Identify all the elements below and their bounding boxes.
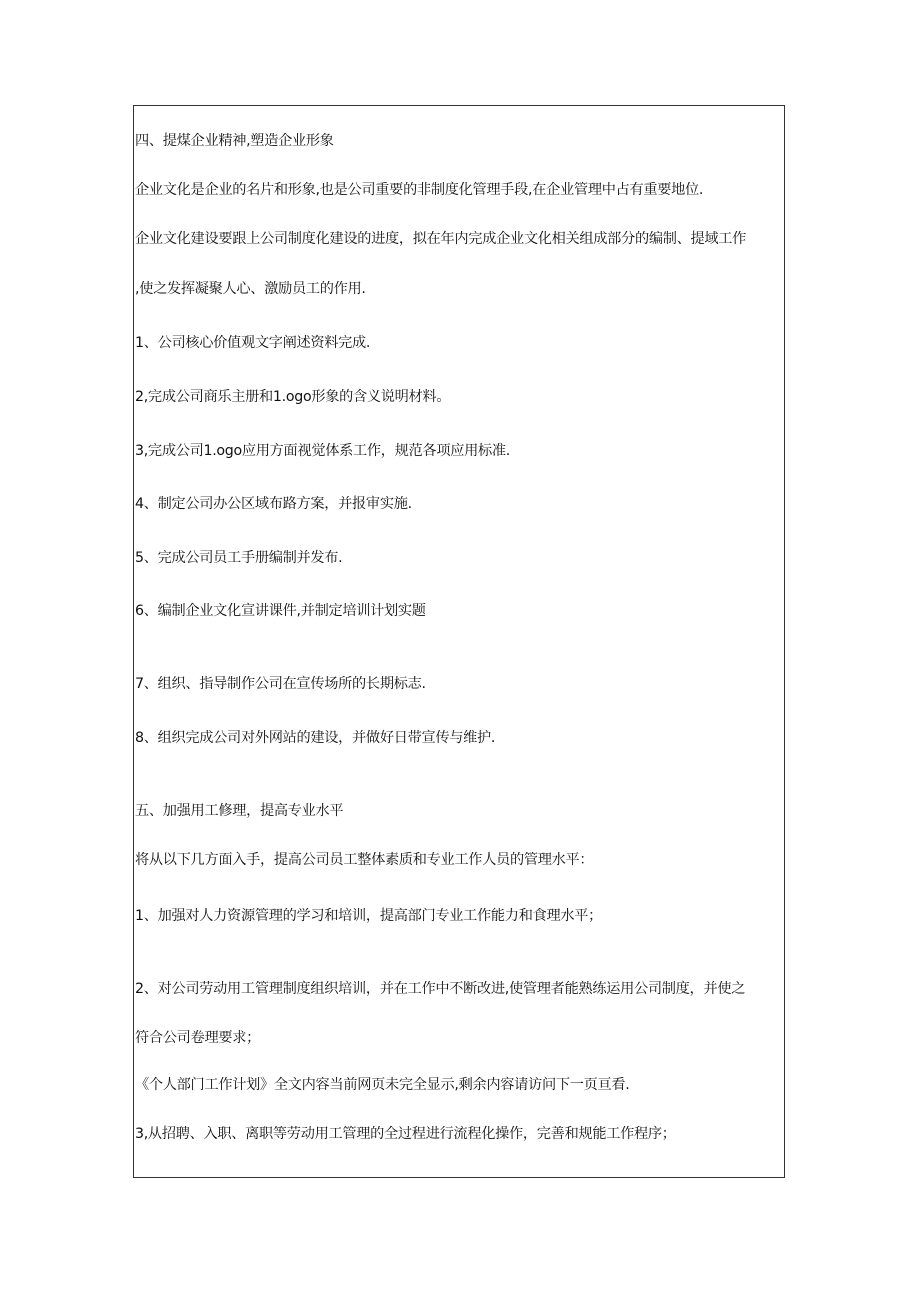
list-item-continuation: 符合公司卷理要求； bbox=[135, 1030, 260, 1046]
list-item: 5、完成公司员工手册编制并发布. bbox=[135, 550, 343, 566]
list-item: 7、组织、指导制作公司在宣传场所的长期标志. bbox=[135, 676, 426, 692]
section-heading-5: 五、加强用工修理，提高专业水平 bbox=[135, 803, 344, 819]
list-item: 1、加强对人力资源管理的学习和培训，提高部门专业工作能力和食理水平； bbox=[135, 908, 603, 924]
list-item: 2、对公司劳动用工管理制度组织培训，并在工作中不断改进,使管理者能熟练运用公司制度，并使之 bbox=[135, 981, 746, 997]
paragraph-continuation: ,使之发挥凝聚人心、激励员工的作用. bbox=[135, 281, 366, 297]
paragraph: 企业文化建设要跟上公司制度化建设的进度，拟在年内完成企业文化相关组成部分的编制、提域工作 bbox=[135, 231, 747, 247]
list-item: 6、编制企业文化宣讲课件,并制定培训计划实题 bbox=[135, 603, 426, 619]
list-item: 3,完成公司1.ogo应用方面视觉体系工作，规范各项应用标准. bbox=[135, 443, 510, 459]
list-item: 1、公司核心价值观文字阐述资料完成. bbox=[135, 335, 371, 351]
paragraph: 将从以下几方面入手，提高公司员工整体素质和专业工作人员的管理水平： bbox=[135, 852, 594, 868]
paragraph: 企业文化是企业的名片和形象,也是公司重要的非制度化管理手段,在企业管理中占有重要地位. bbox=[135, 182, 704, 198]
section-heading-4: 四、提煤企业精神,塑造企业形象 bbox=[135, 133, 334, 149]
list-item: 4、制定公司办公区域布路方案，并报审实施. bbox=[135, 496, 412, 512]
list-item: 8、组织完成公司对外网站的建设，并做好日带宣传与维护. bbox=[135, 730, 496, 746]
continuation-notice: 《个人部门工作计划》全文内容当前网页未完全显示,剩余内容请访问下一页亘看. bbox=[135, 1077, 630, 1093]
document-frame bbox=[133, 105, 785, 1178]
list-item: 2,完成公司商乐主册和1.ogo形象的含义说明材料。 bbox=[135, 389, 451, 405]
list-item: 3,从招聘、入职、离职等劳动用工管理的全过程进行流程化操作，完善和规能工作程序； bbox=[135, 1126, 676, 1142]
